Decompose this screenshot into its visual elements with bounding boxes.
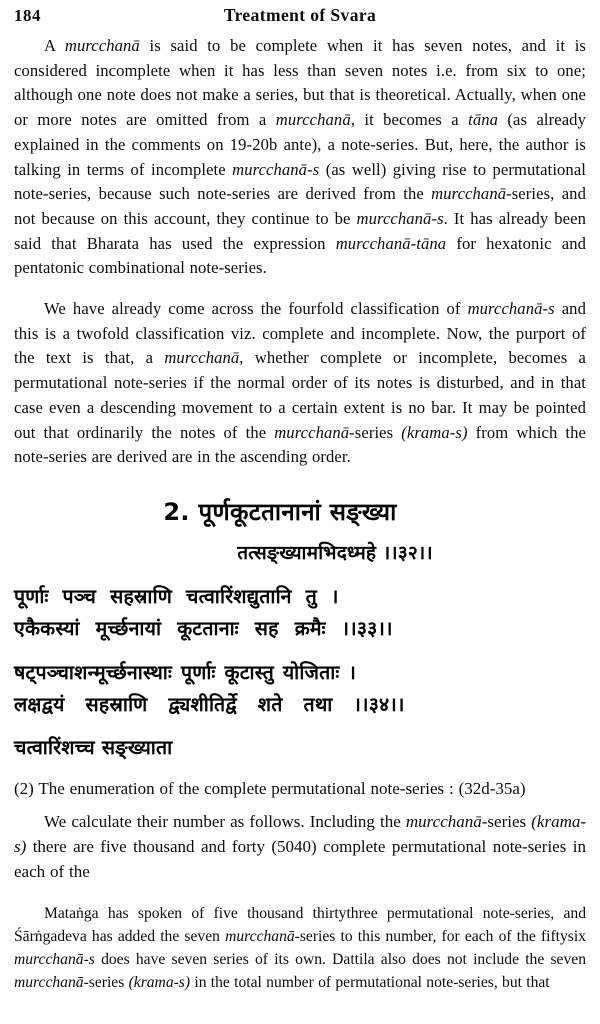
italic-term: (krama-s) [128, 974, 191, 992]
body-text [14, 34, 586, 470]
commentary-paragraph [14, 902, 586, 995]
text-run: in the total number of permutational note-series, but that [190, 974, 550, 992]
italic-term: murcchanā-s [356, 208, 444, 228]
text-run: Mataṅga has spoken of five thousand thirtythree permutational note-series, and Śārṅgadeva has added the seven [14, 904, 586, 946]
sanskrit-verse-33 [14, 581, 586, 645]
folio-number: 184 [14, 6, 41, 25]
text-run: -series [349, 422, 402, 442]
text-run: , whether complete or incomplete, becomes a permutational note-series if the normal order of its notes is disturbed, and in that case even a descending movement to a certain extent is no bar. It may be pointed out that ordinarily the notes of the [14, 348, 586, 442]
italic-term: murcchanā-s [232, 159, 320, 179]
translation-paragraph [14, 809, 586, 884]
paragraph-1 [14, 34, 586, 281]
italic-term: murcchanā [225, 928, 295, 946]
text-run: -series [83, 974, 129, 992]
text-run: -series, and not because on this account, they continue to be [14, 184, 586, 228]
italic-term: murcchanā-tāna [335, 233, 447, 253]
text-run: for hexatonic and pentatonic combinational note-series. [14, 233, 586, 278]
sanskrit-verse-line: पूर्णाः पञ्च सहस्राणि चत्वारिंशद्युतानि तु । [14, 584, 339, 608]
italic-term: murcchanā [431, 184, 507, 204]
text-run: -series [481, 811, 532, 831]
text-run: A [44, 36, 65, 55]
text-run: is said to be complete when it has seven notes, and it is considered incomplete when it has less than seven notes i.e. from six to one; although one note does not make a series, but that is theoretical. Actually, when one or more notes are omitted from a [14, 36, 586, 130]
text-run: (as well) giving rise to permutational note-series, because such note-series are derived from the [14, 159, 586, 204]
sanskrit-verse-line: लक्षद्वयं सहस्राणि द्व्यशीतिर्द्वे शते तथा ।।३४।। [14, 692, 405, 716]
running-head [14, 0, 586, 34]
sanskrit-verse-34 [14, 657, 586, 721]
italic-term: (krama-s) [401, 422, 468, 442]
text-run: from which the note-series are derived are in the ascending order. [14, 422, 586, 467]
text-run: , it becomes a [350, 110, 469, 130]
italic-term: murcchanā [275, 110, 351, 130]
sanskrit-verse-line: षट्पञ्चाशन्मूर्च्छनास्थाः पूर्णाः कूटास्तु योजिताः । [14, 660, 357, 684]
translation-numbered-heading: (2) The enumeration of the complete permutational note-series : (32d-35a) [14, 778, 526, 798]
italic-term: murcchanā [274, 422, 350, 442]
text-run: We have already come across the fourfold classification of [44, 299, 468, 319]
text-run: and this is a twofold classification viz. complete and incomplete. Now, the purport of the text is that, a [14, 299, 586, 368]
sanskrit-verse-section [14, 496, 586, 760]
text-run: We calculate their number as follows. Including the [44, 811, 406, 831]
paragraph-2 [14, 297, 586, 470]
text-run: there are five thousand and forty (5040) complete permutational note-series in each of the [14, 836, 586, 881]
translation-section [14, 776, 586, 884]
sanskrit-verse-line: एकैकस्यां मूर्च्छनायां कूटतानाः सह क्रमैः ।।३३।। [14, 616, 393, 640]
italic-term: tāna [468, 110, 499, 130]
text-run: (as already explained in the comments on 19-20b ante), a note-series. But, here, the author is talking in terms of incomplete [14, 110, 586, 179]
sanskrit-half-line: तत्सङ्ख्यामभिदध्महे ।।३२।। [237, 542, 433, 565]
commentary-section [14, 902, 586, 995]
italic-term: murcchanā [14, 974, 84, 992]
italic-term: murcchanā-s [14, 951, 95, 969]
running-title: Treatment of Svara [223, 5, 377, 25]
italic-term: (krama-s) [14, 811, 587, 856]
text-run: does have seven series of its own. Dattila also does not include the seven [94, 951, 586, 969]
italic-term: murcchanā [164, 348, 240, 368]
sanskrit-tail-line: चत्वारिंशच्च सङ्ख्याता [14, 735, 173, 759]
sanskrit-section-heading: 2. पूर्णकूटतानानां सङ्ख्या [163, 497, 397, 526]
text-run: -series to this number, for each of the fiftysix [294, 928, 586, 946]
italic-term: murcchanā [405, 811, 482, 831]
text-run: . It has already been said that Bharata has used the expression [14, 208, 586, 253]
italic-term: murcchanā-s [467, 299, 555, 319]
italic-term: murcchanā [64, 36, 140, 55]
